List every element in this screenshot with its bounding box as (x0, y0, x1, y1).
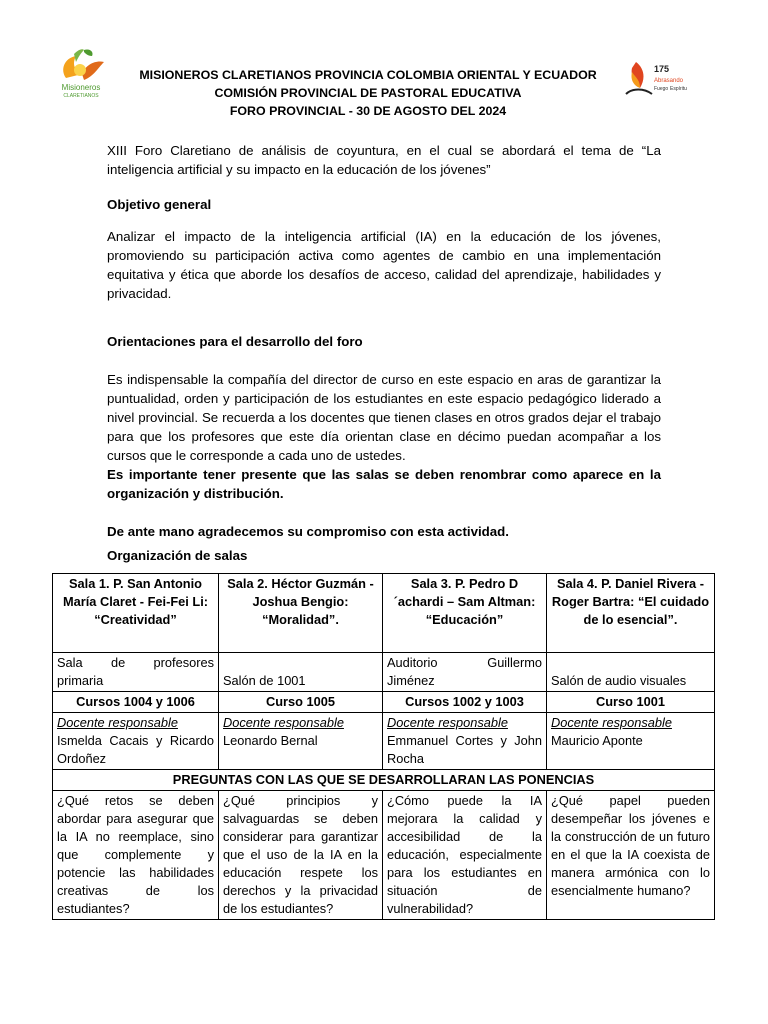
sala-1-docente: Ismelda Cacais y Ricardo Ordoñez (57, 733, 214, 766)
misioneros-claretianos-logo (52, 48, 110, 100)
objetivo-heading: Objetivo general (107, 197, 212, 212)
175-anniversary-logo (624, 58, 696, 106)
sala-1-place: Sala de profesores primaria (53, 653, 219, 692)
logo-right-number: 175 (654, 64, 670, 74)
orientaciones-block (107, 370, 661, 503)
logo-left-word2: CLARETIANOS (63, 93, 99, 99)
sala-3-cursos: Cursos 1002 y 1003 (383, 692, 547, 713)
sala-4-docente: Mauricio Aponte (551, 733, 643, 748)
header-line-2: COMISIÓN PROVINCIAL DE PASTORAL EDUCATIVA (214, 86, 522, 100)
salas-table (52, 573, 715, 920)
preguntas-row (53, 791, 715, 920)
sala-2-title: Sala 2. Héctor Guzmán - Joshua Bengio: “Moralidad”. (219, 574, 383, 653)
logo-right-word1: Abrasando (654, 78, 684, 84)
logo-right-word2: Fuego (654, 86, 669, 92)
preguntas-heading: PREGUNTAS CON LAS QUE SE DESARROLLARAN LAS PONENCIAS (53, 770, 715, 791)
salas-place-row (53, 653, 715, 692)
objetivo-paragraph: Analizar el impacto de la inteligencia artificial (IA) en la educación de los jóvenes, promoviendo su participación activa como agentes de cambio en una implementación equitativa y ética que aborde los desafíos de acceso, calidad del aprendizaje, habilidades y privacidad. (107, 229, 661, 301)
sala-3-question: ¿Cómo puede la IA mejorara la calidad y accesibilidad de la educación, especialmente para los estudiantes en situación de vulnerabilidad? (383, 791, 547, 920)
document-header (118, 66, 618, 120)
thanks-line: De ante mano agradecemos su compromiso con esta actividad. (107, 524, 509, 539)
organizacion-heading: Organización de salas (107, 548, 248, 563)
salas-cursos-row (53, 692, 715, 713)
logo-left-word1: Misioneros (61, 83, 101, 92)
sala-2-docente-cell (219, 713, 383, 770)
header-line-1: MISIONEROS CLARETIANOS PROVINCIA COLOMBIA ORIENTAL Y ECUADOR (139, 68, 597, 82)
sala-4-place: Salón de audio visuales (547, 653, 715, 692)
header-line-3: FORO PROVINCIAL - 30 DE AGOSTO DEL 2024 (229, 104, 507, 118)
sala-2-docente: Leonardo Bernal (223, 733, 318, 748)
docente-label: Docente responsable (223, 715, 344, 730)
sala-1-docente-cell (53, 713, 219, 770)
orientaciones-heading: Orientaciones para el desarrollo del foro (107, 334, 363, 349)
sala-2-place: Salón de 1001 (219, 653, 383, 692)
sala-2-cursos: Curso 1005 (219, 692, 383, 713)
intro-paragraph: XIII Foro Claretiano de análisis de coyuntura, en el cual se abordará el tema de “La inteligencia artificial y su impacto en la educación de los jóvenes” (107, 143, 661, 177)
logo-right-word3: Espíritu (670, 86, 687, 92)
sala-1-question: ¿Qué retos se deben abordar para asegurar que la IA no reemplace, sino que complemente y potencie las habilidades creativas de los estudiantes? (53, 791, 219, 920)
sala-3-title: Sala 3. P. Pedro D´achardi – Sam Altman: “Educación” (383, 574, 547, 653)
docente-label: Docente responsable (387, 715, 508, 730)
sala-4-cursos: Curso 1001 (547, 692, 715, 713)
orientaciones-paragraph: Es indispensable la compañía del director de curso en este espacio en aras de garantizar la puntualidad, orden y participación de los estudiantes en este espacio pedagógico liderado a nivel provincial. Se recuerda a los docentes que tienen clases en otros grados dejar el trabajo para que los profesores que este día orientan clase en décimo puedan acompañar a los cursos que le corresponde a cada uno de ustedes. (107, 372, 661, 463)
salas-docente-row (53, 713, 715, 770)
sala-3-place: Auditorio Guillermo Jiménez (383, 653, 547, 692)
sala-1-title: Sala 1. P. San Antonio María Claret - Fei-Fei Li: “Creatividad” (53, 574, 219, 653)
renombrar-note: Es importante tener presente que las salas se deben renombrar como aparece en la organización y distribución. (107, 467, 661, 501)
sala-2-question: ¿Qué principios y salvaguardas se deben considerar para garantizar que el uso de la IA en la educación respete los derechos y la privacidad de los estudiantes? (219, 791, 383, 920)
docente-label: Docente responsable (57, 715, 178, 730)
salas-title-row (53, 574, 715, 653)
preguntas-heading-row (53, 770, 715, 791)
sala-4-question: ¿Qué papel pueden desempeñar los jóvenes e la construcción de un futuro en el que la IA coexista de manera armónica con lo esencialmente humano? (547, 791, 715, 920)
docente-label: Docente responsable (551, 715, 672, 730)
sala-1-cursos: Cursos 1004 y 1006 (53, 692, 219, 713)
sala-4-docente-cell (547, 713, 715, 770)
sala-3-docente: Emmanuel Cortes y John Rocha (387, 733, 542, 766)
sala-3-docente-cell (383, 713, 547, 770)
sala-4-title: Sala 4. P. Daniel Rivera - Roger Bartra: “El cuidado de lo esencial”. (547, 574, 715, 653)
